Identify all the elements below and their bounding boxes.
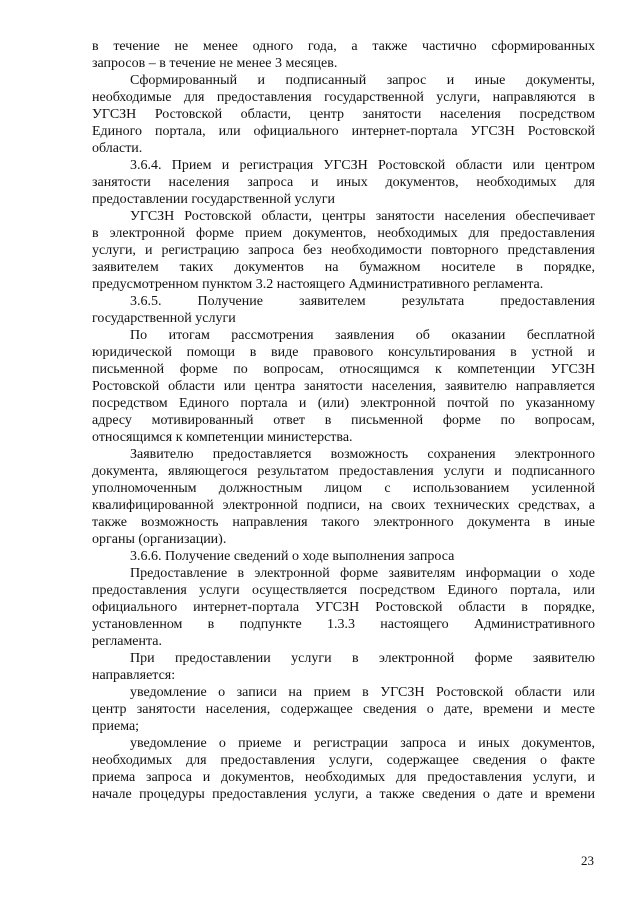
text-line: также возможность направления такого электронного документа в иные xyxy=(92,515,595,530)
text-line: юридической помощи в виде правового консультирования в устной и xyxy=(92,345,595,360)
text-line: приема запроса и документов, необходимых для предоставления услуги, и xyxy=(92,770,595,785)
text-line: документа, являющегося результатом предоставления услуги и подписанного xyxy=(92,464,595,479)
text-line: УГСЗН Ростовской области, центры занятости населения обеспечивает xyxy=(130,209,595,224)
text-line: заявителем таких документов на бумажном носителе в порядке, xyxy=(92,260,595,275)
section-heading-line: предоставлении государственной услуги xyxy=(92,192,336,207)
section-heading-line: 3.6.4. Прием и регистрация УГСЗН Ростовской области или центром xyxy=(130,158,595,173)
text-line: регламента. xyxy=(92,634,163,649)
text-line: уполномоченным должностным лицом с использованием усиленной xyxy=(92,481,595,496)
section-heading-line: занятости населения запроса и иных документов, необходимых для xyxy=(92,175,595,190)
text-line: Единого портала, или официального интернет-портала УГСЗН Ростовской xyxy=(92,124,595,139)
text-line: начале процедуры предоставления услуги, а также сведения о дате и времени xyxy=(92,787,595,802)
text-line: посредством Единого портала и (или) электронной почтой по указанному xyxy=(92,396,595,411)
text-line: услуги, и регистрацию запроса без необходимости повторного представления xyxy=(92,243,595,258)
text-line: необходимые для предоставления государственной услуги, направляются в xyxy=(92,90,595,105)
text-line: запросов – в течение не менее 3 месяцев. xyxy=(92,56,338,71)
text-line: центр занятости населения, содержащее сведения о дате, времени и месте xyxy=(92,702,595,717)
text-line: необходимых для предоставления услуги, содержащее сведения о факте xyxy=(92,753,595,768)
text-line: письменной форме по вопросам, относящимся к компетенции УГСЗН xyxy=(92,362,595,377)
text-line: органы (организации). xyxy=(92,532,227,547)
text-line: установленном в подпункте 1.3.3 настоящего Административного xyxy=(92,617,595,632)
text-line: официального интернет-портала УГСЗН Ростовской области в порядке, xyxy=(92,600,595,615)
text-line: приема; xyxy=(92,719,140,734)
text-line: предоставления услуги осуществляется посредством Единого портала, или xyxy=(92,583,595,598)
text-line: Ростовской области или центра занятости населения, заявителю направляется xyxy=(92,379,595,394)
text-line: уведомление о приеме и регистрации запроса и иных документов, xyxy=(130,736,595,751)
page-number: 23 xyxy=(581,853,594,868)
document-body xyxy=(92,38,595,803)
section-heading-line: 3.6.6. Получение сведений о ходе выполнения запроса xyxy=(130,549,455,564)
text-line: относящимся к компетенции министерства. xyxy=(92,430,353,445)
text-line: При предоставлении услуги в электронной форме заявителю xyxy=(130,651,595,666)
text-line: предусмотренном пунктом 3.2 настоящего Административного регламента. xyxy=(92,277,544,292)
section-heading-line: 3.6.5. Получение заявителем результата предоставления xyxy=(130,294,595,309)
text-line: направляется: xyxy=(92,668,176,683)
text-line: Заявителю предоставляется возможность сохранения электронного xyxy=(130,447,595,462)
text-line: уведомление о записи на прием в УГСЗН Ростовской области или xyxy=(130,685,595,700)
section-heading-line: государственной услуги xyxy=(92,311,236,326)
text-line: в течение не менее одного года, а также частично сформированных xyxy=(92,39,595,54)
text-line: области. xyxy=(92,141,143,156)
text-line: Предоставление в электронной форме заявителям информации о ходе xyxy=(130,566,595,581)
text-line: По итогам рассмотрения заявления об оказании бесплатной xyxy=(130,328,595,343)
text-line: Сформированный и подписанный запрос и иные документы, xyxy=(130,73,595,88)
text-line: адресу мотивированный ответ в письменной форме по вопросам, xyxy=(92,413,595,428)
text-line: в электронной форме прием документов, необходимых для предоставления xyxy=(92,226,595,241)
text-line: квалифицированной электронной подписи, на своих технических средствах, а xyxy=(92,498,595,513)
text-line: УГСЗН Ростовской области, центр занятости населения посредством xyxy=(92,107,595,122)
